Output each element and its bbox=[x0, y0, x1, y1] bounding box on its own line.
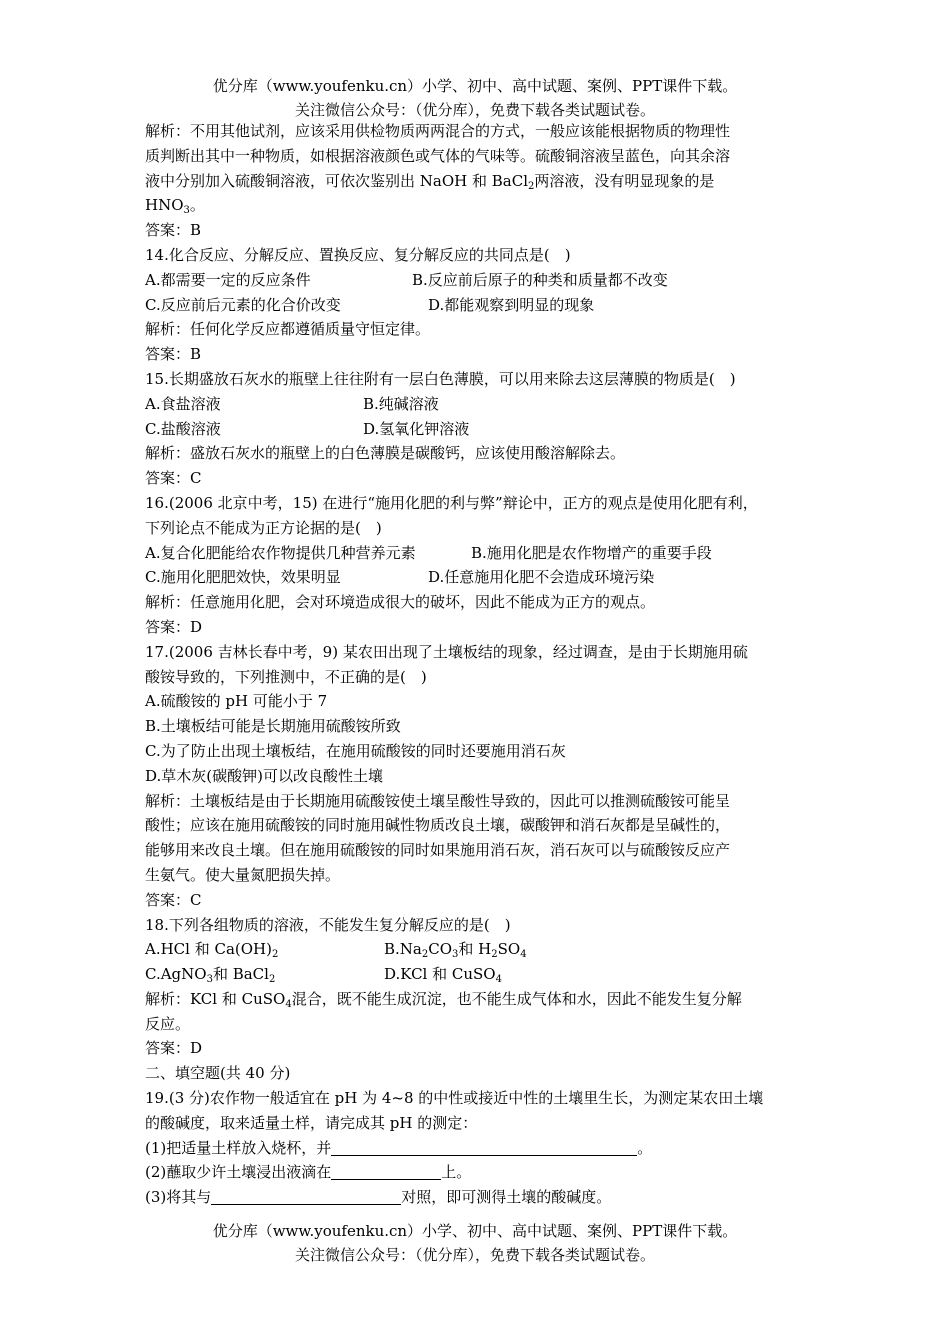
subscript: 2 bbox=[491, 949, 498, 961]
q14-analysis: 解析：任何化学反应都遵循质量守恒定律。 bbox=[145, 320, 431, 339]
q18-stem: 18.下列各组物质的溶液，不能发生复分解反应的是( ) bbox=[145, 915, 511, 934]
text: 解析：KCl 和 CuSO bbox=[145, 989, 286, 1008]
text: C.AgNO bbox=[145, 965, 207, 984]
header-line-1: 优分库（www.youfenku.cn）小学、初中、高中试题、案例、PPT课件下载。 bbox=[212, 77, 738, 95]
q18-options-row bbox=[145, 962, 810, 987]
q13-analysis-line: 质判断出其中一种物质，如根据溶液颜色或气体的气味等。硫酸铜溶液呈蓝色，向其余溶 bbox=[145, 146, 731, 165]
q18-options-row bbox=[145, 937, 810, 962]
text: (2)蘸取少许土壤浸出液滴在 bbox=[145, 1163, 332, 1182]
q19-stem: 的酸碱度，取来适量土样，请完成其 pH 的测定： bbox=[145, 1113, 478, 1132]
q17-analysis-line: 解析：土壤板结是由于长期施用硫酸铵使土壤呈酸性导致的，因此可以推测硫酸铵可能呈 bbox=[145, 791, 731, 810]
q16-stem: 16.(2006 北京中考，15) 在进行“施用化肥的利与弊”辩论中，正方的观点是使用化肥有利， bbox=[145, 493, 758, 512]
q18-option-a bbox=[145, 937, 384, 962]
q15-option-b: B.纯碱溶液 bbox=[363, 394, 439, 413]
q17-option-d: D.草木灰(碳酸钾)可以改良酸性土壤 bbox=[145, 766, 383, 785]
text: (1)把适量土样放入烧杯，并 bbox=[145, 1138, 332, 1157]
q17-analysis-line: 能够用来改良土壤。但在施用硫酸铵的同时如果施用消石灰，消石灰可以与硫酸铵反应产 bbox=[145, 841, 731, 860]
q15-option-d: D.氢氧化钾溶液 bbox=[363, 419, 470, 438]
header-line-2: 关注微信公众号：（优分库），免费下载各类试题试卷。 bbox=[294, 101, 655, 119]
subscript: 2 bbox=[421, 949, 429, 961]
q17-answer: 答案：C bbox=[145, 890, 202, 909]
text: 。 bbox=[189, 196, 205, 215]
subscript: 2 bbox=[528, 180, 535, 192]
q16-answer: 答案：D bbox=[145, 617, 203, 636]
q16-option-b: B.施用化肥是农作物增产的重要手段 bbox=[471, 543, 712, 562]
subscript: 2 bbox=[272, 949, 279, 961]
q18-analysis-line bbox=[145, 987, 810, 1012]
q17-analysis-line: 酸性；应该在施用硫酸铵的同时施用碱性物质改良土壤，碳酸钾和消石灰都是呈碱性的， bbox=[145, 816, 731, 835]
q16-stem: 下列论点不能成为正方论据的是( ) bbox=[145, 518, 382, 537]
q16-options-row bbox=[145, 565, 810, 590]
section-title: 二、填空题(共 40 分) bbox=[145, 1064, 291, 1083]
text: 液中分别加入硫酸铜溶液，可依次鉴别出 NaOH 和 BaCl bbox=[145, 171, 528, 190]
q14-options-row bbox=[145, 268, 810, 293]
q18-option-d bbox=[384, 962, 502, 987]
subscript: 4 bbox=[285, 998, 292, 1010]
q14-options-row bbox=[145, 293, 810, 318]
text: CO bbox=[428, 940, 453, 959]
subscript: 4 bbox=[495, 974, 502, 986]
q14-option-a: A.都需要一定的反应条件 bbox=[145, 270, 311, 289]
q18-option-c bbox=[145, 962, 384, 987]
text: (3)将其与 bbox=[145, 1188, 212, 1207]
q15-options-row bbox=[145, 392, 810, 417]
q17-option-c: C.为了防止出现土壤板结，在施用硫酸铵的同时还要施用消石灰 bbox=[145, 741, 566, 760]
subscript: 3 bbox=[183, 205, 190, 217]
q15-answer: 答案：C bbox=[145, 469, 202, 488]
q17-stem: 酸铵导致的，下列推测中，不正确的是( ) bbox=[145, 667, 427, 686]
text: B.Na bbox=[384, 940, 422, 959]
text: D.KCl 和 CuSO bbox=[384, 965, 496, 984]
q18-analysis-line: 反应。 bbox=[145, 1014, 191, 1033]
q14-answer: 答案：B bbox=[145, 345, 202, 364]
subscript: 3 bbox=[206, 974, 213, 986]
q17-option-b: B.土壤板结可能是长期施用硫酸铵所致 bbox=[145, 717, 401, 736]
answer-blank[interactable] bbox=[331, 1162, 441, 1180]
text: 和 H bbox=[458, 940, 492, 959]
text: A.HCl 和 Ca(OH) bbox=[145, 940, 272, 959]
q17-stem: 17.(2006 吉林长春中考，9) 某农田出现了土壤板结的现象，经过调查，是由于长期施用硫 bbox=[145, 642, 748, 661]
q16-options-row bbox=[145, 541, 810, 566]
text: 两溶液，没有明显现象的是 bbox=[534, 171, 715, 190]
footer-line-1: 优分库（www.youfenku.cn）小学、初中、高中试题、案例、PPT课件下载。 bbox=[212, 1222, 738, 1240]
text: HNO bbox=[145, 196, 184, 215]
footer-line-2: 关注微信公众号：（优分库），免费下载各类试题试卷。 bbox=[294, 1246, 655, 1264]
q17-analysis-line: 生氨气。使大量氮肥损失掉。 bbox=[145, 865, 341, 884]
q19-part-2 bbox=[145, 1160, 810, 1185]
text: 和 BaCl bbox=[212, 965, 269, 984]
q14-option-d: D.都能观察到明显的现象 bbox=[428, 295, 595, 314]
q14-stem: 14.化合反应、分解反应、置换反应、复分解反应的共同点是( ) bbox=[145, 245, 571, 264]
q16-option-d: D.任意施用化肥不会造成环境污染 bbox=[428, 568, 655, 587]
q15-stem: 15.长期盛放石灰水的瓶壁上往往附有一层白色薄膜，可以用来除去这层薄膜的物质是( ) bbox=[145, 369, 736, 388]
q15-option-c: C.盐酸溶液 bbox=[145, 419, 221, 438]
q14-option-c: C.反应前后元素的化合价改变 bbox=[145, 295, 341, 314]
text: SO bbox=[497, 940, 521, 959]
q14-option-b: B.反应前后原子的种类和质量都不改变 bbox=[412, 270, 668, 289]
text: 。 bbox=[637, 1138, 653, 1157]
q13-analysis-line bbox=[145, 193, 810, 218]
q16-option-c: C.施用化肥肥效快，效果明显 bbox=[145, 568, 341, 587]
q19-part-1 bbox=[145, 1136, 810, 1161]
q19-stem: 19.(3 分)农作物一般适宜在 pH 为 4~8 的中性或接近中性的土壤里生长，为测定某农田土壤 bbox=[145, 1089, 764, 1108]
q13-analysis-line: 解析：不用其他试剂，应该采用供检物质两两混合的方式，一般应该能根据物质的物理性 bbox=[145, 122, 731, 140]
answer-blank[interactable] bbox=[331, 1138, 637, 1156]
text: 对照，即可测得土壤的酸碱度。 bbox=[401, 1188, 612, 1207]
q18-answer: 答案：D bbox=[145, 1039, 203, 1058]
page-header bbox=[0, 74, 950, 122]
q13-analysis-line bbox=[145, 169, 810, 194]
document-body bbox=[145, 119, 810, 1210]
subscript: 4 bbox=[520, 949, 527, 961]
q13-answer: 答案：B bbox=[145, 221, 202, 240]
q18-option-b bbox=[384, 937, 527, 962]
q16-analysis: 解析：任意施用化肥，会对环境造成很大的破坏，因此不能成为正方的观点。 bbox=[145, 593, 656, 612]
text: 上。 bbox=[441, 1163, 472, 1182]
text: 混合，既不能生成沉淀，也不能生成气体和水，因此不能发生复分解 bbox=[291, 989, 742, 1008]
q16-option-a: A.复合化肥能给农作物提供几种营养元素 bbox=[145, 543, 416, 562]
subscript: 3 bbox=[452, 949, 459, 961]
q15-analysis: 解析：盛放石灰水的瓶壁上的白色薄膜是碳酸钙，应该使用酸溶解除去。 bbox=[145, 444, 626, 463]
subscript: 2 bbox=[268, 974, 276, 986]
page-footer bbox=[0, 1219, 950, 1267]
q19-part-3 bbox=[145, 1185, 810, 1210]
answer-blank[interactable] bbox=[211, 1187, 401, 1205]
q15-option-a: A.食盐溶液 bbox=[145, 394, 221, 413]
q17-option-a: A.硫酸铵的 pH 可能小于 7 bbox=[145, 692, 328, 711]
q15-options-row bbox=[145, 417, 810, 442]
